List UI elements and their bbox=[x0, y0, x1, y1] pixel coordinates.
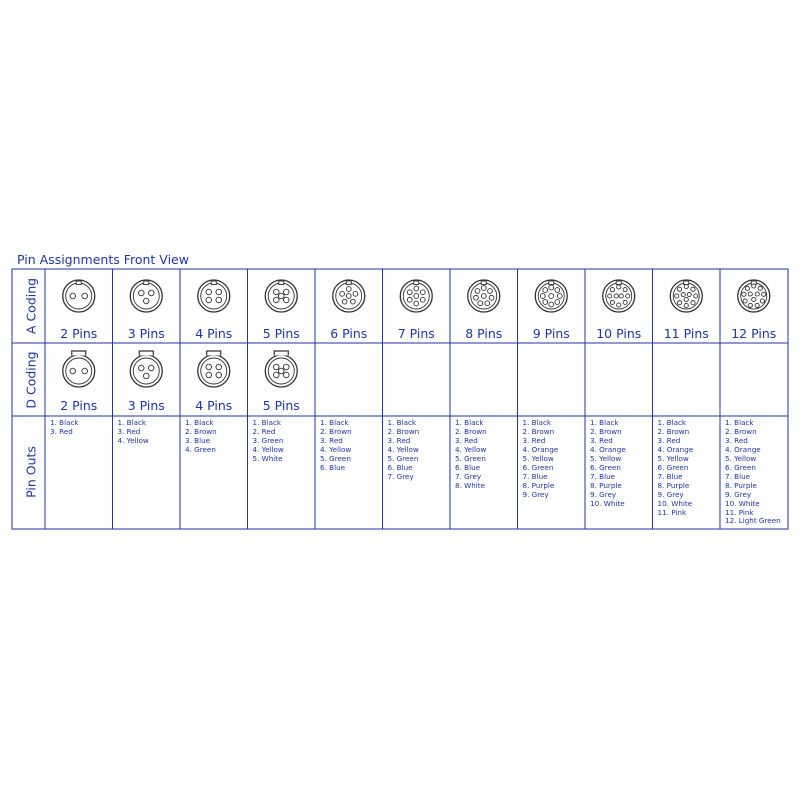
pin-out-item: 8. Purple bbox=[725, 480, 757, 490]
pin-count-label: 10 Pins bbox=[596, 326, 642, 341]
pin-out-list bbox=[50, 419, 79, 437]
pin-out-item: 9. Grey bbox=[725, 489, 752, 499]
pin-out-item: 2. Brown bbox=[455, 426, 487, 436]
pin-out-item: 5. Yellow bbox=[725, 453, 757, 463]
pin-out-list bbox=[658, 419, 694, 517]
pin-count-label: 4 Pins bbox=[195, 398, 233, 413]
pin-out-item: 5. Yellow bbox=[522, 453, 554, 463]
pin-out-item: 4. Orange bbox=[522, 444, 559, 454]
pin-count-label: 3 Pins bbox=[127, 398, 165, 413]
pin-out-item: 4. Yellow bbox=[117, 435, 149, 445]
pin-out-item: 9. Grey bbox=[522, 489, 549, 499]
pin-out-item: 8. Purple bbox=[590, 480, 622, 490]
connector-4-pin-icon bbox=[198, 280, 230, 312]
row-header-pin-outs: Pin Outs bbox=[23, 446, 39, 498]
pin-count-label: 5 Pins bbox=[262, 326, 300, 341]
pin-out-item: 1. Black bbox=[522, 418, 552, 427]
pin-out-item: 3. Red bbox=[725, 435, 748, 445]
connector-5-pin-icon bbox=[265, 280, 297, 312]
pin-out-item: 7. Blue bbox=[522, 471, 548, 481]
pin-out-item: 4. Orange bbox=[657, 444, 694, 454]
a-coding-cell bbox=[731, 280, 776, 341]
pin-out-item: 6. Green bbox=[725, 462, 756, 472]
connector-3-pin-icon bbox=[130, 280, 162, 312]
pin-count-label: 5 Pins bbox=[262, 398, 300, 413]
a-coding-cell bbox=[195, 280, 232, 341]
pin-count-label: 2 Pins bbox=[60, 398, 98, 413]
row-headers bbox=[24, 278, 39, 498]
pin-out-item: 1. Black bbox=[320, 418, 349, 427]
connector-4-pin-icon bbox=[198, 351, 230, 387]
a-coding-row bbox=[60, 280, 776, 341]
pin-out-list bbox=[320, 419, 352, 473]
pin-out-list bbox=[253, 419, 284, 464]
pin-out-item: 1. Black bbox=[185, 418, 214, 427]
pin-out-item: 2. Brown bbox=[387, 426, 420, 436]
pin-out-item: 1. Black bbox=[387, 418, 417, 427]
pin-out-item: 2. Brown bbox=[590, 426, 622, 436]
pin-out-item: 1. Black bbox=[657, 418, 687, 427]
connector-5-pin-icon bbox=[265, 351, 297, 387]
a-coding-cell bbox=[596, 280, 641, 341]
pin-count-label: 7 Pins bbox=[397, 326, 435, 341]
pin-out-item: 7. Grey bbox=[455, 471, 482, 481]
d-coding-cell bbox=[195, 351, 232, 413]
pin-out-item: 2. Brown bbox=[725, 426, 757, 436]
pin-out-item: 11. Pink bbox=[657, 507, 687, 517]
a-coding-cell bbox=[664, 280, 709, 341]
pin-out-list bbox=[185, 419, 217, 455]
a-coding-cell bbox=[128, 280, 165, 341]
pin-out-item: 1. Black bbox=[50, 418, 79, 427]
pin-out-item: 8. White bbox=[455, 480, 486, 490]
pin-out-item: 3. Red bbox=[320, 435, 343, 445]
pin-out-item: 10. White bbox=[725, 498, 760, 508]
pin-out-item: 6. Green bbox=[590, 462, 621, 472]
pin-out-item: 2. Brown bbox=[185, 426, 217, 436]
pin-out-item: 10. White bbox=[657, 498, 693, 508]
pin-out-item: 4. Yellow bbox=[320, 444, 352, 454]
pin-count-label: 6 Pins bbox=[330, 326, 368, 341]
connector-3-pin-icon bbox=[130, 351, 162, 387]
connector-2-pin-icon bbox=[63, 351, 95, 387]
pin-out-item: 4. Yellow bbox=[455, 444, 487, 454]
pin-out-item: 3. Green bbox=[252, 435, 284, 445]
pin-out-item: 9. Grey bbox=[657, 489, 684, 499]
pin-out-item: 3. Red bbox=[387, 435, 411, 445]
pin-out-item: 4. Orange bbox=[590, 444, 626, 454]
pin-out-item: 7. Blue bbox=[725, 471, 751, 481]
pin-out-list bbox=[118, 419, 149, 446]
connector-6-pin-icon bbox=[333, 280, 365, 312]
pin-out-item: 7. Blue bbox=[657, 471, 683, 481]
pin-out-item: 1. Black bbox=[590, 418, 619, 427]
pin-out-item: 5. Yellow bbox=[657, 453, 689, 463]
pin-out-item: 5. Green bbox=[455, 453, 486, 463]
pin-out-item: 5. White bbox=[252, 453, 283, 463]
pin-out-item: 3. Red bbox=[522, 435, 546, 445]
pin-out-item: 4. Orange bbox=[725, 444, 761, 454]
pin-out-item: 2. Brown bbox=[320, 426, 352, 436]
connector-2-pin-icon bbox=[63, 280, 95, 312]
row-header-a-coding: A Coding bbox=[23, 277, 39, 335]
pin-out-item: 11. Pink bbox=[725, 507, 754, 517]
pin-out-item: 8. Purple bbox=[657, 480, 690, 490]
a-coding-cell bbox=[398, 280, 435, 341]
d-coding-cell bbox=[60, 351, 97, 413]
pin-out-item: 6. Blue bbox=[455, 462, 481, 472]
pin-out-item: 2. Brown bbox=[657, 426, 690, 436]
pin-out-item: 5. Green bbox=[387, 453, 419, 463]
pin-out-item: 6. Blue bbox=[320, 462, 346, 472]
connector-8-pin-icon bbox=[468, 280, 500, 312]
pin-out-item: 5. Green bbox=[320, 453, 351, 463]
a-coding-cell bbox=[263, 280, 300, 341]
pin-out-item: 9. Grey bbox=[590, 489, 617, 499]
pin-out-list bbox=[590, 419, 626, 509]
diagram-title: Pin Assignments Front View bbox=[17, 252, 189, 267]
pin-out-item: 4. Green bbox=[185, 444, 216, 454]
pin-out-item: 4. Yellow bbox=[252, 444, 284, 454]
a-coding-cell bbox=[465, 280, 502, 341]
connector-10-pin-icon bbox=[603, 280, 635, 312]
pin-out-item: 1. Black bbox=[455, 418, 484, 427]
a-coding-cell bbox=[330, 280, 367, 341]
row-header-d-coding: D Coding bbox=[23, 351, 39, 409]
a-coding-cell bbox=[60, 280, 97, 341]
pin-out-item: 3. Red bbox=[50, 426, 73, 436]
pin-count-label: 4 Pins bbox=[195, 326, 233, 341]
d-coding-cell bbox=[263, 351, 300, 413]
pin-out-item: 3. Red bbox=[657, 435, 681, 445]
pin-out-item: 3. Red bbox=[455, 435, 478, 445]
pin-out-item: 4. Yellow bbox=[387, 444, 419, 454]
pin-out-item: 1. Black bbox=[252, 418, 282, 427]
pin-out-item: 2. Red bbox=[252, 426, 276, 436]
a-coding-cell bbox=[533, 280, 570, 341]
pin-out-item: 3. Red bbox=[117, 426, 141, 436]
pin-out-item: 1. Black bbox=[117, 418, 147, 427]
pin-out-list bbox=[455, 419, 487, 491]
pin-out-item: 3. Red bbox=[590, 435, 613, 445]
pin-out-item: 10. White bbox=[590, 498, 625, 508]
pin-out-item: 12. Light Green bbox=[725, 516, 781, 526]
connector-11-pin-icon bbox=[670, 280, 702, 312]
connector-7-pin-icon bbox=[400, 280, 432, 312]
d-coding-cell bbox=[128, 351, 165, 413]
pin-count-label: 9 Pins bbox=[532, 326, 570, 341]
pin-out-item: 6. Green bbox=[522, 462, 554, 472]
pin-count-label: 3 Pins bbox=[127, 326, 165, 341]
connector-9-pin-icon bbox=[535, 280, 567, 312]
pin-out-item: 8. Purple bbox=[522, 480, 555, 490]
pin-out-item: 2. Brown bbox=[522, 426, 555, 436]
pin-out-list bbox=[388, 419, 420, 482]
connector-12-pin-icon bbox=[738, 280, 770, 312]
pin-out-item: 7. Grey bbox=[387, 471, 414, 481]
pin-count-label: 8 Pins bbox=[465, 326, 503, 341]
pin-out-item: 7. Blue bbox=[590, 471, 616, 481]
pin-count-label: 12 Pins bbox=[731, 326, 777, 341]
pin-out-list bbox=[725, 419, 781, 526]
pin-out-item: 6. Green bbox=[657, 462, 689, 472]
pin-count-label: 11 Pins bbox=[663, 326, 709, 341]
pin-out-item: 6. Blue bbox=[387, 462, 413, 472]
pin-out-list bbox=[523, 419, 559, 500]
pin-count-label: 2 Pins bbox=[60, 326, 98, 341]
pin-out-item: 3. Blue bbox=[185, 435, 211, 445]
pin-out-item: 5. Yellow bbox=[590, 453, 622, 463]
pin-out-item: 1. Black bbox=[725, 418, 754, 427]
